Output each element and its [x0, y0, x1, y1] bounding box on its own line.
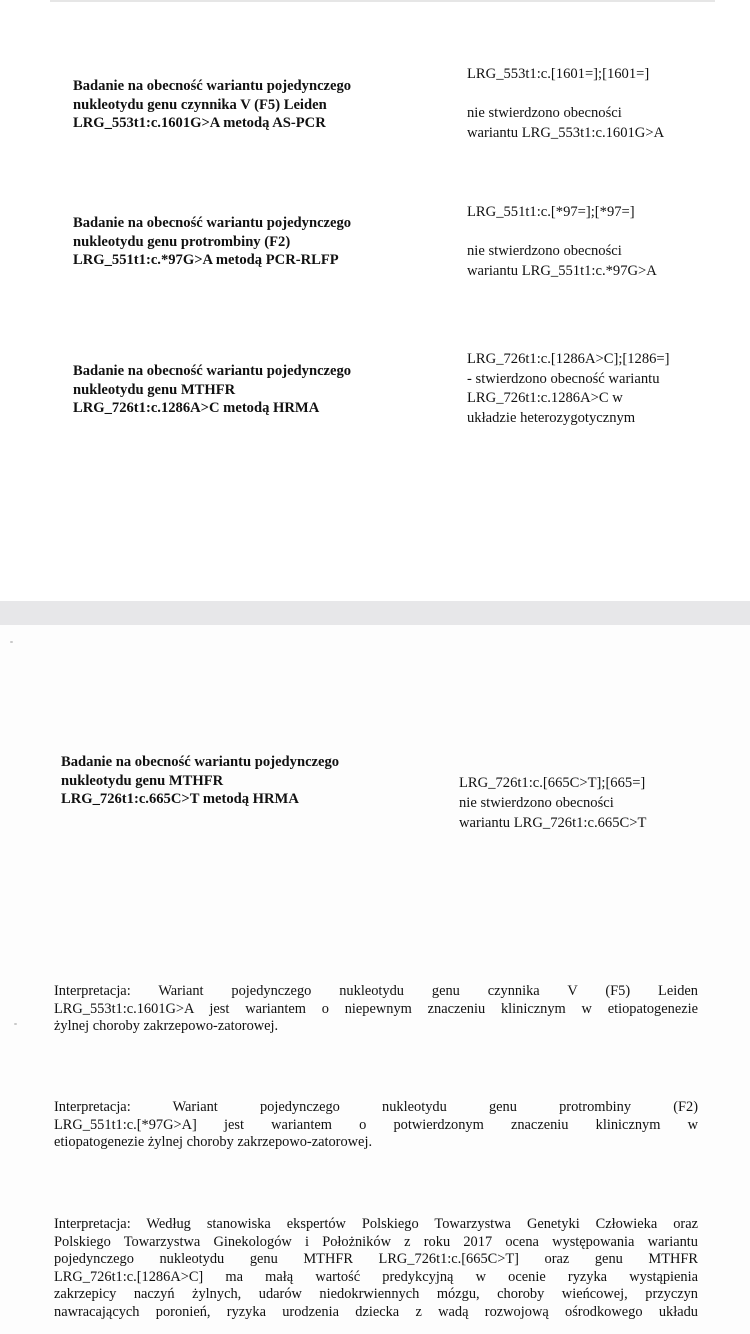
result-line: LRG_726t1:c.1286A>C w [467, 390, 623, 406]
test-result-mthfr-665 [459, 773, 646, 833]
test-title-line: Badanie na obecność wariantu pojedynczego [73, 78, 352, 94]
page-top-edge [50, 0, 715, 2]
test-title-line: nukleotydu genu protrombiny (F2) [73, 233, 291, 250]
result-genotype: LRG_726t1:c.[665C>T];[665=] [459, 775, 646, 791]
test-title-line: Badanie na obecność wariantu pojedynczego [73, 215, 352, 231]
scan-speck [14, 1023, 17, 1025]
result-line: - stwierdzono obecność wariantu [467, 370, 660, 387]
interpretation-line: Interpretacja: Według stanowiska ekspertów Polskiego Towarzystwa Genetyki Człowieka oraz [54, 1216, 698, 1232]
interpretation-line: LRG_726t1:c.[1286A>C] ma małą wartość predykcyjną w ocenie ryzyka wystąpienia [54, 1268, 698, 1285]
interpretation-line: LRG_551t1:c.[*97G>A] jest wariantem o potwierdzonym znaczeniu klinicznym w [54, 1116, 698, 1133]
result-genotype: LRG_726t1:c.[1286A>C];[1286=] [467, 351, 670, 367]
result-line: wariantu LRG_553t1:c.1601G>A [467, 124, 665, 141]
test-title-mthfr-1286 [73, 362, 351, 418]
interpretation-line: LRG_553t1:c.1601G>A jest wariantem o niepewnym znaczeniu klinicznym w etiopatogenezie [54, 1000, 698, 1017]
test-title-f2-prothrombin [73, 214, 351, 270]
test-title-line: LRG_553t1:c.1601G>A metodą AS-PCR [73, 115, 326, 131]
test-title-line: LRG_726t1:c.665C>T metodą HRMA [61, 791, 299, 807]
document-page-1 [0, 0, 750, 601]
test-title-mthfr-665 [61, 753, 339, 809]
interpretation-f5 [54, 983, 698, 1036]
test-title-line: nukleotydu genu MTHFR [73, 381, 236, 398]
result-line: wariantu LRG_726t1:c.665C>T [459, 815, 647, 831]
test-title-line: nukleotydu genu czynnika V (F5) Leiden [73, 96, 327, 113]
interpretation-line: nawracających poronień, ryzyka urodzenia dziecka z wadą rozwojową ośrodkowego układu [54, 1303, 698, 1320]
result-line: nie stwierdzono obecności [467, 105, 622, 121]
document-page-2 [0, 625, 750, 1334]
test-title-line: nukleotydu genu MTHFR [61, 772, 224, 789]
result-genotype: LRG_553t1:c.[1601=];[1601=] [467, 66, 650, 82]
result-line: wariantu LRG_551t1:c.*97G>A [467, 262, 657, 279]
result-line: nie stwierdzono obecności [459, 795, 614, 811]
interpretation-mthfr [54, 1216, 698, 1321]
scan-speck [10, 641, 13, 643]
interpretation-line: pojedynczego nukleotydu genu MTHFR LRG_726t1:c.[665C>T] oraz genu MTHFR [54, 1251, 698, 1267]
interpretation-f2 [54, 1099, 698, 1152]
page-separator [0, 601, 750, 625]
result-line: układzie heterozygotycznym [467, 409, 636, 426]
result-genotype: LRG_551t1:c.[*97=];[*97=] [467, 204, 635, 220]
test-title-line: Badanie na obecność wariantu pojedynczego [61, 754, 340, 770]
test-result-f2-prothrombin [467, 203, 657, 281]
interpretation-line: żylnej choroby zakrzepowo-zatorowej. [54, 1018, 279, 1034]
result-line: nie stwierdzono obecności [467, 243, 622, 259]
test-result-f5-leiden [467, 65, 664, 143]
interpretation-line: Polskiego Towarzystwa Ginekologów i Położników z roku 2017 ocena występowania wariantu [54, 1233, 698, 1250]
test-title-line: Badanie na obecność wariantu pojedynczego [73, 363, 352, 379]
test-title-f5-leiden [73, 77, 351, 133]
test-title-line: LRG_726t1:c.1286A>C metodą HRMA [73, 400, 320, 416]
test-title-line: LRG_551t1:c.*97G>A metodą PCR-RLFP [73, 252, 339, 268]
interpretation-line: etiopatogenezie żylnej choroby zakrzepowo-zatorowej. [54, 1134, 373, 1150]
interpretation-line: Interpretacja: Wariant pojedynczego nukleotydu genu czynnika V (F5) Leiden [54, 983, 698, 999]
interpretation-line: zakrzepicy naczyń żylnych, udarów niedokrwiennych mózgu, choroby wieńcowej, przyczyn [54, 1286, 698, 1302]
interpretation-line: Interpretacja: Wariant pojedynczego nukleotydu genu protrombiny (F2) [54, 1099, 698, 1115]
test-result-mthfr-1286 [467, 350, 670, 428]
